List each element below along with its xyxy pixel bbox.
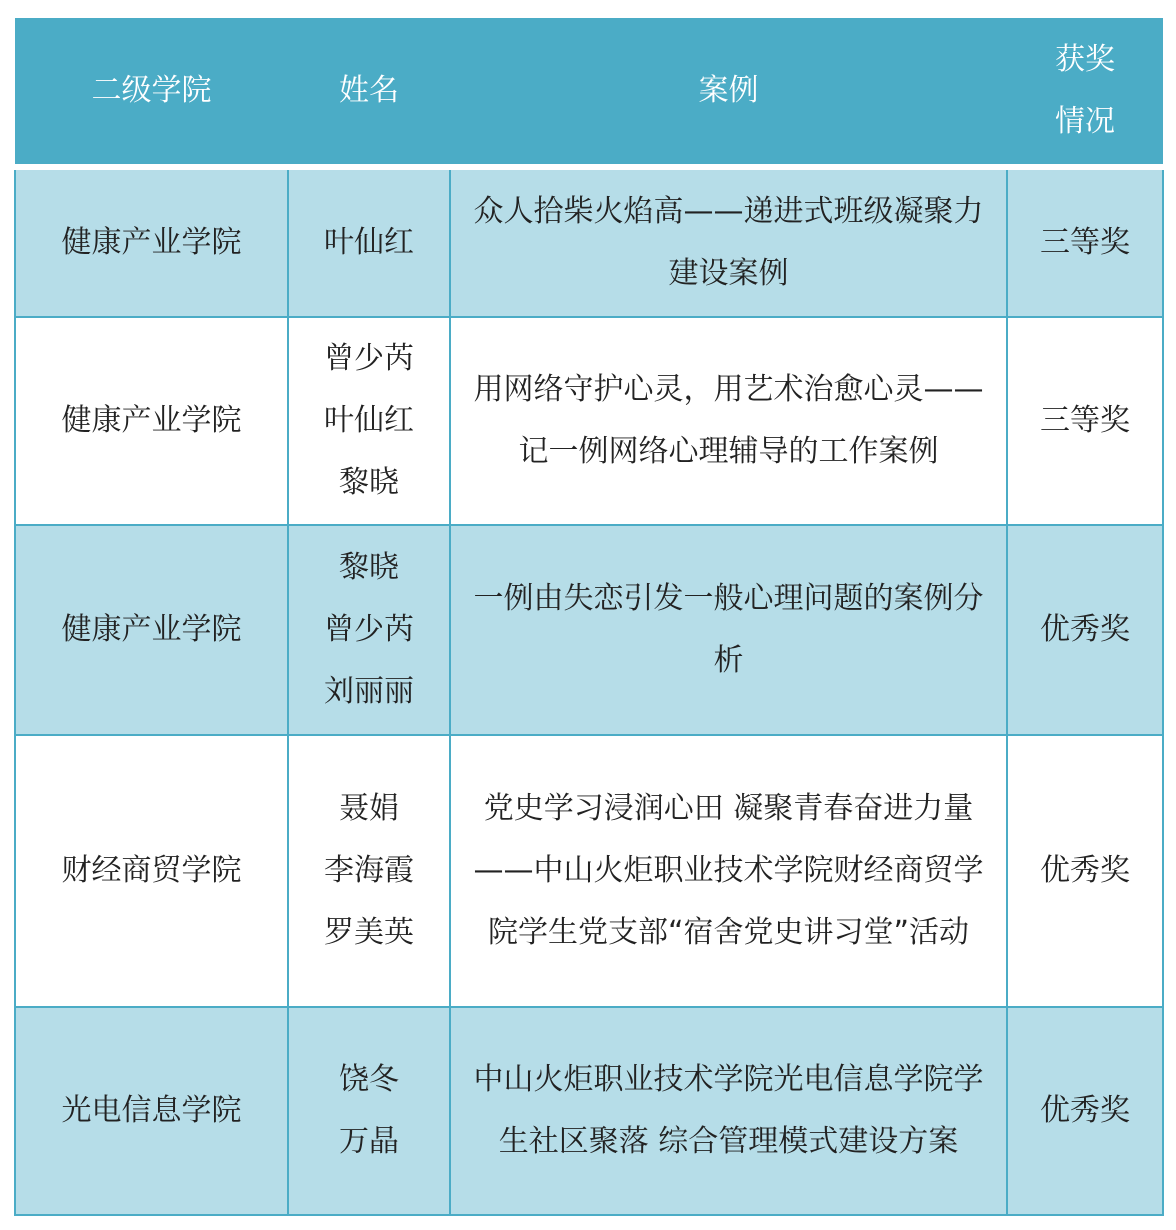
table-row bbox=[15, 167, 1163, 317]
header-award-line2: 情况 bbox=[1055, 104, 1115, 139]
person-name: 黎晓 bbox=[339, 465, 399, 500]
case-cell: 众人拾柴火焰高——递进式班级凝聚力建设案例 bbox=[450, 167, 1007, 317]
table-row bbox=[15, 525, 1163, 735]
header-college: 二级学院 bbox=[15, 18, 288, 167]
header-award bbox=[1007, 18, 1163, 167]
person-name: 罗美英 bbox=[324, 915, 414, 950]
award-cell: 三等奖 bbox=[1007, 167, 1163, 317]
names-cell bbox=[288, 525, 450, 735]
college-cell: 光电信息学院 bbox=[15, 1007, 288, 1215]
award-cell: 优秀奖 bbox=[1007, 735, 1163, 1007]
person-name: 叶仙红 bbox=[324, 403, 414, 438]
awards-table-container bbox=[14, 18, 1162, 1216]
award-cell: 优秀奖 bbox=[1007, 1007, 1163, 1215]
header-row bbox=[15, 18, 1163, 167]
college-cell: 财经商贸学院 bbox=[15, 735, 288, 1007]
person-name: 李海霞 bbox=[324, 853, 414, 888]
names-cell bbox=[288, 317, 450, 525]
case-cell: 党史学习浸润心田 凝聚青春奋进力量——中山火炬职业技术学院财经商贸学院学生党支部“宿舍党史讲习堂”活动 bbox=[450, 735, 1007, 1007]
case-cell: 用网络守护心灵，用艺术治愈心灵——记一例网络心理辅导的工作案例 bbox=[450, 317, 1007, 525]
names-cell bbox=[288, 1007, 450, 1215]
person-name: 黎晓 bbox=[339, 550, 399, 585]
case-cell: 中山火炬职业技术学院光电信息学院学生社区聚落 综合管理模式建设方案 bbox=[450, 1007, 1007, 1215]
table-row bbox=[15, 735, 1163, 1007]
person-name: 曾少芮 bbox=[324, 612, 414, 647]
case-cell: 一例由失恋引发一般心理问题的案例分析 bbox=[450, 525, 1007, 735]
person-name: 万晶 bbox=[339, 1124, 399, 1159]
table-header bbox=[15, 18, 1163, 167]
college-cell: 健康产业学院 bbox=[15, 317, 288, 525]
names-cell bbox=[288, 167, 450, 317]
header-case: 案例 bbox=[450, 18, 1007, 167]
college-cell: 健康产业学院 bbox=[15, 525, 288, 735]
header-name: 姓名 bbox=[288, 18, 450, 167]
award-cell: 三等奖 bbox=[1007, 317, 1163, 525]
person-name: 刘丽丽 bbox=[324, 674, 414, 709]
person-name: 曾少芮 bbox=[324, 341, 414, 376]
header-award-line1: 获奖 bbox=[1055, 42, 1115, 77]
person-name: 饶冬 bbox=[339, 1062, 399, 1097]
table-row bbox=[15, 317, 1163, 525]
person-name: 叶仙红 bbox=[324, 225, 414, 260]
person-name: 聂娟 bbox=[339, 791, 399, 826]
awards-table bbox=[14, 18, 1164, 1216]
table-row bbox=[15, 1007, 1163, 1215]
award-cell: 优秀奖 bbox=[1007, 525, 1163, 735]
names-cell bbox=[288, 735, 450, 1007]
table-body bbox=[15, 167, 1163, 1215]
college-cell: 健康产业学院 bbox=[15, 167, 288, 317]
